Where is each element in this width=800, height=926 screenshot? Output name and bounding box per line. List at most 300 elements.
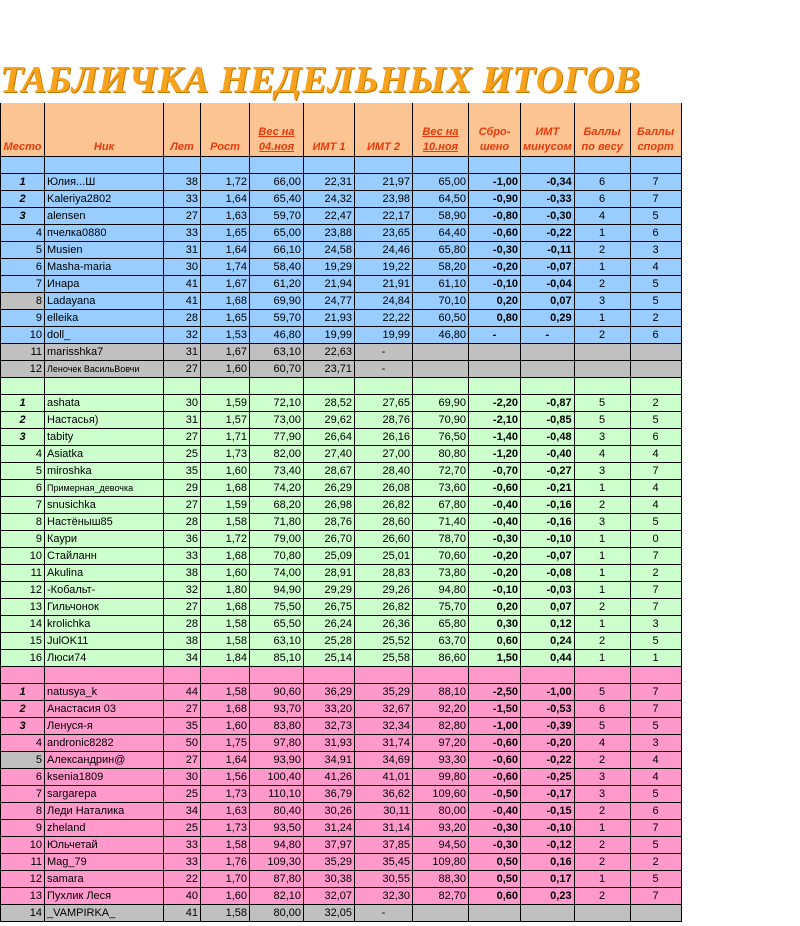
cell-weight-end: 63,70 — [413, 632, 469, 649]
cell-bmi-1: 37,97 — [304, 836, 355, 853]
cell-age: 41 — [164, 904, 201, 921]
cell-bmi-minus: - — [521, 326, 575, 343]
cell-place: 9 — [1, 309, 45, 326]
cell-lost: 0,60 — [469, 887, 521, 904]
cell-points-weight: 1 — [574, 530, 630, 547]
cell-weight-end: 67,80 — [413, 496, 469, 513]
cell-points-weight: 5 — [574, 394, 630, 411]
cell-height: 1,58 — [201, 615, 250, 632]
cell-points-weight: 2 — [574, 496, 630, 513]
cell-bmi-2: 26,82 — [355, 598, 413, 615]
cell-nick: _VAMPIRKA_ — [45, 904, 164, 921]
cell-bmi-2: 35,45 — [355, 853, 413, 870]
header-height: Рост — [201, 139, 250, 156]
table-row — [1, 717, 682, 734]
spacer-cell — [250, 666, 304, 683]
cell-bmi-2: 25,58 — [355, 649, 413, 666]
cell-place: 9 — [1, 530, 45, 547]
cell-nick: samara — [45, 870, 164, 887]
header-nick: Ник — [45, 139, 164, 156]
cell-height: 1,59 — [201, 496, 250, 513]
header-weight-start: 04.ноя — [250, 139, 304, 156]
cell-lost: -1,40 — [469, 428, 521, 445]
cell-bmi-minus: 0,12 — [521, 615, 575, 632]
cell-points-sport: 3 — [630, 734, 681, 751]
header-bmi-2: ИМТ 2 — [355, 139, 413, 156]
cell-nick: Стайланн — [45, 547, 164, 564]
cell-bmi-minus: -0,33 — [521, 190, 575, 207]
cell-age: 25 — [164, 785, 201, 802]
cell-place: 3 — [1, 207, 45, 224]
cell-place: 5 — [1, 751, 45, 768]
cell-bmi-2: 30,55 — [355, 870, 413, 887]
cell-bmi-1: 29,62 — [304, 411, 355, 428]
cell-weight-end: 73,80 — [413, 564, 469, 581]
cell-points-sport: 7 — [630, 819, 681, 836]
cell-points-sport — [630, 343, 681, 360]
cell-place: 1 — [1, 394, 45, 411]
cell-age: 22 — [164, 870, 201, 887]
header-bmi-1: ИМТ 1 — [304, 139, 355, 156]
cell-nick: Леночек ВасильВовчи — [45, 360, 164, 377]
cell-nick: пчелка0880 — [45, 224, 164, 241]
cell-nick: marisshka7 — [45, 343, 164, 360]
cell-points-sport: 6 — [630, 428, 681, 445]
cell-weight-end: 58,90 — [413, 207, 469, 224]
cell-bmi-2: 26,82 — [355, 496, 413, 513]
cell-place: 5 — [1, 241, 45, 258]
cell-place: 2 — [1, 411, 45, 428]
cell-bmi-minus: -0,08 — [521, 564, 575, 581]
cell-points-sport: 4 — [630, 258, 681, 275]
cell-points-weight: 4 — [574, 207, 630, 224]
cell-weight-end — [413, 343, 469, 360]
cell-age: 31 — [164, 241, 201, 258]
cell-weight-end: 80,80 — [413, 445, 469, 462]
table-row — [1, 836, 682, 853]
cell-points-weight: 3 — [574, 768, 630, 785]
cell-weight-start: 75,50 — [250, 598, 304, 615]
cell-points-weight — [574, 904, 630, 921]
cell-bmi-1: 26,24 — [304, 615, 355, 632]
cell-lost: - — [469, 326, 521, 343]
cell-weight-end: 88,10 — [413, 683, 469, 700]
cell-weight-end: 78,70 — [413, 530, 469, 547]
cell-points-sport: 4 — [630, 496, 681, 513]
cell-lost: -1,00 — [469, 173, 521, 190]
cell-weight-end: 46,80 — [413, 326, 469, 343]
cell-bmi-minus: -0,16 — [521, 513, 575, 530]
cell-height: 1,75 — [201, 734, 250, 751]
cell-points-sport: 4 — [630, 479, 681, 496]
cell-lost: 0,80 — [469, 309, 521, 326]
cell-bmi-minus: -0,22 — [521, 751, 575, 768]
cell-bmi-2: 21,97 — [355, 173, 413, 190]
header-points-sport-top: Баллы — [630, 103, 681, 139]
cell-weight-end: 86,60 — [413, 649, 469, 666]
cell-bmi-2: 23,65 — [355, 224, 413, 241]
cell-bmi-2: 41,01 — [355, 768, 413, 785]
cell-weight-start: 72,10 — [250, 394, 304, 411]
table-row — [1, 819, 682, 836]
table-row — [1, 445, 682, 462]
cell-bmi-minus: -0,07 — [521, 258, 575, 275]
table-row — [1, 513, 682, 530]
cell-bmi-1: 26,64 — [304, 428, 355, 445]
table-row — [1, 343, 682, 360]
cell-bmi-1: 31,24 — [304, 819, 355, 836]
cell-bmi-1: 19,29 — [304, 258, 355, 275]
cell-weight-start: 59,70 — [250, 207, 304, 224]
cell-bmi-1: 30,38 — [304, 870, 355, 887]
cell-nick: sargarepa — [45, 785, 164, 802]
cell-points-weight: 1 — [574, 224, 630, 241]
cell-weight-start: 74,20 — [250, 479, 304, 496]
cell-points-weight: 3 — [574, 292, 630, 309]
cell-bmi-minus: -0,48 — [521, 428, 575, 445]
cell-lost: -0,10 — [469, 275, 521, 292]
cell-bmi-1: 23,71 — [304, 360, 355, 377]
cell-lost: 1,50 — [469, 649, 521, 666]
cell-bmi-minus: -1,00 — [521, 683, 575, 700]
table-row — [1, 462, 682, 479]
cell-age: 28 — [164, 309, 201, 326]
cell-lost: -0,50 — [469, 785, 521, 802]
cell-weight-end: 75,70 — [413, 598, 469, 615]
table-row — [1, 326, 682, 343]
cell-height: 1,63 — [201, 802, 250, 819]
cell-lost: -0,40 — [469, 802, 521, 819]
cell-lost: -0,80 — [469, 207, 521, 224]
cell-height: 1,68 — [201, 292, 250, 309]
cell-points-weight: 1 — [574, 581, 630, 598]
cell-weight-start: 77,90 — [250, 428, 304, 445]
cell-weight-end — [413, 360, 469, 377]
cell-nick: Mag_79 — [45, 853, 164, 870]
header-age-top — [164, 103, 201, 139]
cell-weight-start: 68,20 — [250, 496, 304, 513]
cell-bmi-2: 32,34 — [355, 717, 413, 734]
cell-nick: Ladayana — [45, 292, 164, 309]
cell-bmi-2: 28,40 — [355, 462, 413, 479]
table-row — [1, 785, 682, 802]
spacer-cell — [164, 377, 201, 394]
cell-bmi-minus: -0,16 — [521, 496, 575, 513]
cell-points-sport: 5 — [630, 207, 681, 224]
cell-points-sport — [630, 904, 681, 921]
header-weight-end-top: Вес на — [413, 103, 469, 139]
cell-weight-end: 76,50 — [413, 428, 469, 445]
cell-nick: Akulina — [45, 564, 164, 581]
cell-age: 27 — [164, 428, 201, 445]
cell-points-weight: 2 — [574, 802, 630, 819]
cell-points-sport: 4 — [630, 768, 681, 785]
cell-weight-start: 69,90 — [250, 292, 304, 309]
cell-bmi-2: 28,76 — [355, 411, 413, 428]
cell-points-weight: 3 — [574, 462, 630, 479]
cell-weight-start: 66,00 — [250, 173, 304, 190]
cell-points-weight: 5 — [574, 683, 630, 700]
cell-points-weight: 3 — [574, 785, 630, 802]
cell-points-weight: 5 — [574, 411, 630, 428]
cell-bmi-2: 26,16 — [355, 428, 413, 445]
cell-weight-start: 71,80 — [250, 513, 304, 530]
cell-lost — [469, 904, 521, 921]
cell-height: 1,73 — [201, 819, 250, 836]
spacer-cell — [45, 156, 164, 173]
group-separator-1 — [1, 156, 682, 173]
cell-bmi-2: 37,85 — [355, 836, 413, 853]
header-weight-start-top: Вес на — [250, 103, 304, 139]
cell-place: 1 — [1, 683, 45, 700]
cell-weight-end — [413, 904, 469, 921]
cell-place: 9 — [1, 819, 45, 836]
cell-bmi-1: 24,58 — [304, 241, 355, 258]
cell-weight-start: 63,10 — [250, 632, 304, 649]
cell-bmi-1: 22,47 — [304, 207, 355, 224]
cell-bmi-2: 26,36 — [355, 615, 413, 632]
cell-nick: snusichka — [45, 496, 164, 513]
cell-nick: Леди Наталика — [45, 802, 164, 819]
table-row — [1, 394, 682, 411]
cell-nick: doll_ — [45, 326, 164, 343]
table-row — [1, 173, 682, 190]
cell-points-sport: 7 — [630, 190, 681, 207]
cell-lost: 0,20 — [469, 292, 521, 309]
cell-age: 38 — [164, 564, 201, 581]
cell-bmi-1: 36,79 — [304, 785, 355, 802]
cell-points-weight: 4 — [574, 734, 630, 751]
cell-bmi-minus: -0,20 — [521, 734, 575, 751]
cell-points-sport: 1 — [630, 649, 681, 666]
cell-place: 6 — [1, 479, 45, 496]
cell-weight-end: 109,60 — [413, 785, 469, 802]
cell-weight-end: 82,70 — [413, 887, 469, 904]
spacer-cell — [1, 666, 45, 683]
cell-lost: -0,20 — [469, 258, 521, 275]
cell-weight-end: 94,50 — [413, 836, 469, 853]
cell-bmi-2: 24,46 — [355, 241, 413, 258]
cell-bmi-minus: -0,17 — [521, 785, 575, 802]
spacer-cell — [630, 666, 681, 683]
cell-bmi-2: - — [355, 904, 413, 921]
cell-bmi-2: 26,08 — [355, 479, 413, 496]
cell-lost: -2,50 — [469, 683, 521, 700]
cell-nick: Ленуся-я — [45, 717, 164, 734]
cell-nick: Юльчетай — [45, 836, 164, 853]
table-row — [1, 598, 682, 615]
cell-place: 8 — [1, 513, 45, 530]
cell-weight-end: 64,50 — [413, 190, 469, 207]
cell-bmi-1: 32,07 — [304, 887, 355, 904]
cell-nick: ashata — [45, 394, 164, 411]
header-weight-end: 10.ноя — [413, 139, 469, 156]
cell-height: 1,80 — [201, 581, 250, 598]
header-place-top — [1, 103, 45, 139]
cell-place: 4 — [1, 734, 45, 751]
cell-height: 1,56 — [201, 768, 250, 785]
cell-bmi-minus: 0,17 — [521, 870, 575, 887]
cell-weight-end: 82,80 — [413, 717, 469, 734]
cell-points-sport: 7 — [630, 700, 681, 717]
spacer-cell — [521, 377, 575, 394]
cell-points-weight: 1 — [574, 479, 630, 496]
table-row — [1, 411, 682, 428]
cell-height: 1,60 — [201, 717, 250, 734]
spacer-cell — [521, 156, 575, 173]
cell-place: 8 — [1, 292, 45, 309]
cell-points-sport: 7 — [630, 547, 681, 564]
cell-bmi-2: 27,65 — [355, 394, 413, 411]
cell-points-sport: 0 — [630, 530, 681, 547]
cell-points-weight: 3 — [574, 428, 630, 445]
cell-weight-end: 70,60 — [413, 547, 469, 564]
cell-bmi-minus: 0,29 — [521, 309, 575, 326]
cell-place: 3 — [1, 428, 45, 445]
cell-nick: andronic8282 — [45, 734, 164, 751]
cell-lost: -0,10 — [469, 581, 521, 598]
table-row — [1, 802, 682, 819]
cell-height: 1,58 — [201, 683, 250, 700]
table-row — [1, 360, 682, 377]
header-age: Лет — [164, 139, 201, 156]
spacer-cell — [630, 156, 681, 173]
cell-height: 1,72 — [201, 530, 250, 547]
cell-nick: Александрин@ — [45, 751, 164, 768]
table-row — [1, 224, 682, 241]
cell-weight-end: 71,40 — [413, 513, 469, 530]
cell-bmi-2: 27,00 — [355, 445, 413, 462]
cell-bmi-1: 21,93 — [304, 309, 355, 326]
cell-bmi-1: 28,91 — [304, 564, 355, 581]
cell-points-weight: 6 — [574, 700, 630, 717]
cell-bmi-1: 34,91 — [304, 751, 355, 768]
cell-place: 4 — [1, 224, 45, 241]
cell-nick: Masha-maria — [45, 258, 164, 275]
cell-points-sport: 5 — [630, 870, 681, 887]
cell-place: 4 — [1, 445, 45, 462]
cell-place: 7 — [1, 496, 45, 513]
cell-bmi-1: 24,77 — [304, 292, 355, 309]
cell-bmi-minus: -0,04 — [521, 275, 575, 292]
cell-lost: -0,60 — [469, 768, 521, 785]
cell-bmi-2: 26,60 — [355, 530, 413, 547]
cell-bmi-1: 32,05 — [304, 904, 355, 921]
cell-weight-start: 63,10 — [250, 343, 304, 360]
cell-weight-start: 65,50 — [250, 615, 304, 632]
cell-age: 38 — [164, 173, 201, 190]
cell-bmi-2: 25,01 — [355, 547, 413, 564]
cell-points-weight: 2 — [574, 598, 630, 615]
cell-points-weight: 2 — [574, 836, 630, 853]
cell-nick: Юлия...Ш — [45, 173, 164, 190]
cell-bmi-2: 24,84 — [355, 292, 413, 309]
cell-points-weight: 6 — [574, 190, 630, 207]
cell-height: 1,70 — [201, 870, 250, 887]
cell-bmi-1: 25,28 — [304, 632, 355, 649]
cell-height: 1,60 — [201, 887, 250, 904]
cell-weight-start: 93,90 — [250, 751, 304, 768]
cell-bmi-minus: -0,34 — [521, 173, 575, 190]
cell-nick: Инара — [45, 275, 164, 292]
cell-place: 16 — [1, 649, 45, 666]
cell-weight-start: 93,70 — [250, 700, 304, 717]
cell-points-sport: 3 — [630, 241, 681, 258]
cell-bmi-minus — [521, 360, 575, 377]
cell-bmi-minus: -0,30 — [521, 207, 575, 224]
cell-place: 10 — [1, 326, 45, 343]
cell-lost: -2,10 — [469, 411, 521, 428]
cell-points-weight: 6 — [574, 173, 630, 190]
cell-height: 1,76 — [201, 853, 250, 870]
cell-weight-start: 93,50 — [250, 819, 304, 836]
cell-weight-end: 64,40 — [413, 224, 469, 241]
cell-height: 1,64 — [201, 190, 250, 207]
cell-bmi-1: 28,52 — [304, 394, 355, 411]
cell-bmi-minus — [521, 904, 575, 921]
cell-weight-start: 65,00 — [250, 224, 304, 241]
cell-weight-end: 93,20 — [413, 819, 469, 836]
cell-nick: JulOK11 — [45, 632, 164, 649]
table-row — [1, 258, 682, 275]
cell-age: 41 — [164, 292, 201, 309]
cell-points-sport: 2 — [630, 309, 681, 326]
table-row — [1, 292, 682, 309]
cell-nick: tabity — [45, 428, 164, 445]
cell-weight-start: 82,00 — [250, 445, 304, 462]
spacer-cell — [304, 377, 355, 394]
cell-points-sport: 2 — [630, 564, 681, 581]
cell-weight-end: 70,90 — [413, 411, 469, 428]
cell-weight-end: 88,30 — [413, 870, 469, 887]
table-row — [1, 581, 682, 598]
spacer-cell — [164, 666, 201, 683]
cell-lost: -1,00 — [469, 717, 521, 734]
cell-place: 6 — [1, 768, 45, 785]
cell-height: 1,64 — [201, 751, 250, 768]
cell-points-weight: 1 — [574, 309, 630, 326]
cell-weight-end: 60,50 — [413, 309, 469, 326]
cell-age: 35 — [164, 717, 201, 734]
cell-age: 33 — [164, 853, 201, 870]
cell-points-sport: 7 — [630, 683, 681, 700]
cell-age: 38 — [164, 632, 201, 649]
cell-weight-start: 60,70 — [250, 360, 304, 377]
spacer-cell — [413, 666, 469, 683]
table-row — [1, 428, 682, 445]
cell-age: 41 — [164, 275, 201, 292]
cell-weight-start: 100,40 — [250, 768, 304, 785]
cell-bmi-2: 25,52 — [355, 632, 413, 649]
cell-points-weight: 2 — [574, 853, 630, 870]
cell-weight-start: 74,00 — [250, 564, 304, 581]
table-row — [1, 870, 682, 887]
table-row — [1, 564, 682, 581]
cell-bmi-1: 41,26 — [304, 768, 355, 785]
cell-points-weight: 3 — [574, 513, 630, 530]
cell-height: 1,74 — [201, 258, 250, 275]
header-bmi-minus: минусом — [521, 139, 575, 156]
cell-height: 1,73 — [201, 785, 250, 802]
cell-height: 1,68 — [201, 479, 250, 496]
cell-age: 33 — [164, 547, 201, 564]
cell-place: 11 — [1, 564, 45, 581]
cell-weight-end: 61,10 — [413, 275, 469, 292]
cell-bmi-1: 26,29 — [304, 479, 355, 496]
cell-bmi-1: 23,88 — [304, 224, 355, 241]
table-row — [1, 887, 682, 904]
cell-weight-start: 61,20 — [250, 275, 304, 292]
